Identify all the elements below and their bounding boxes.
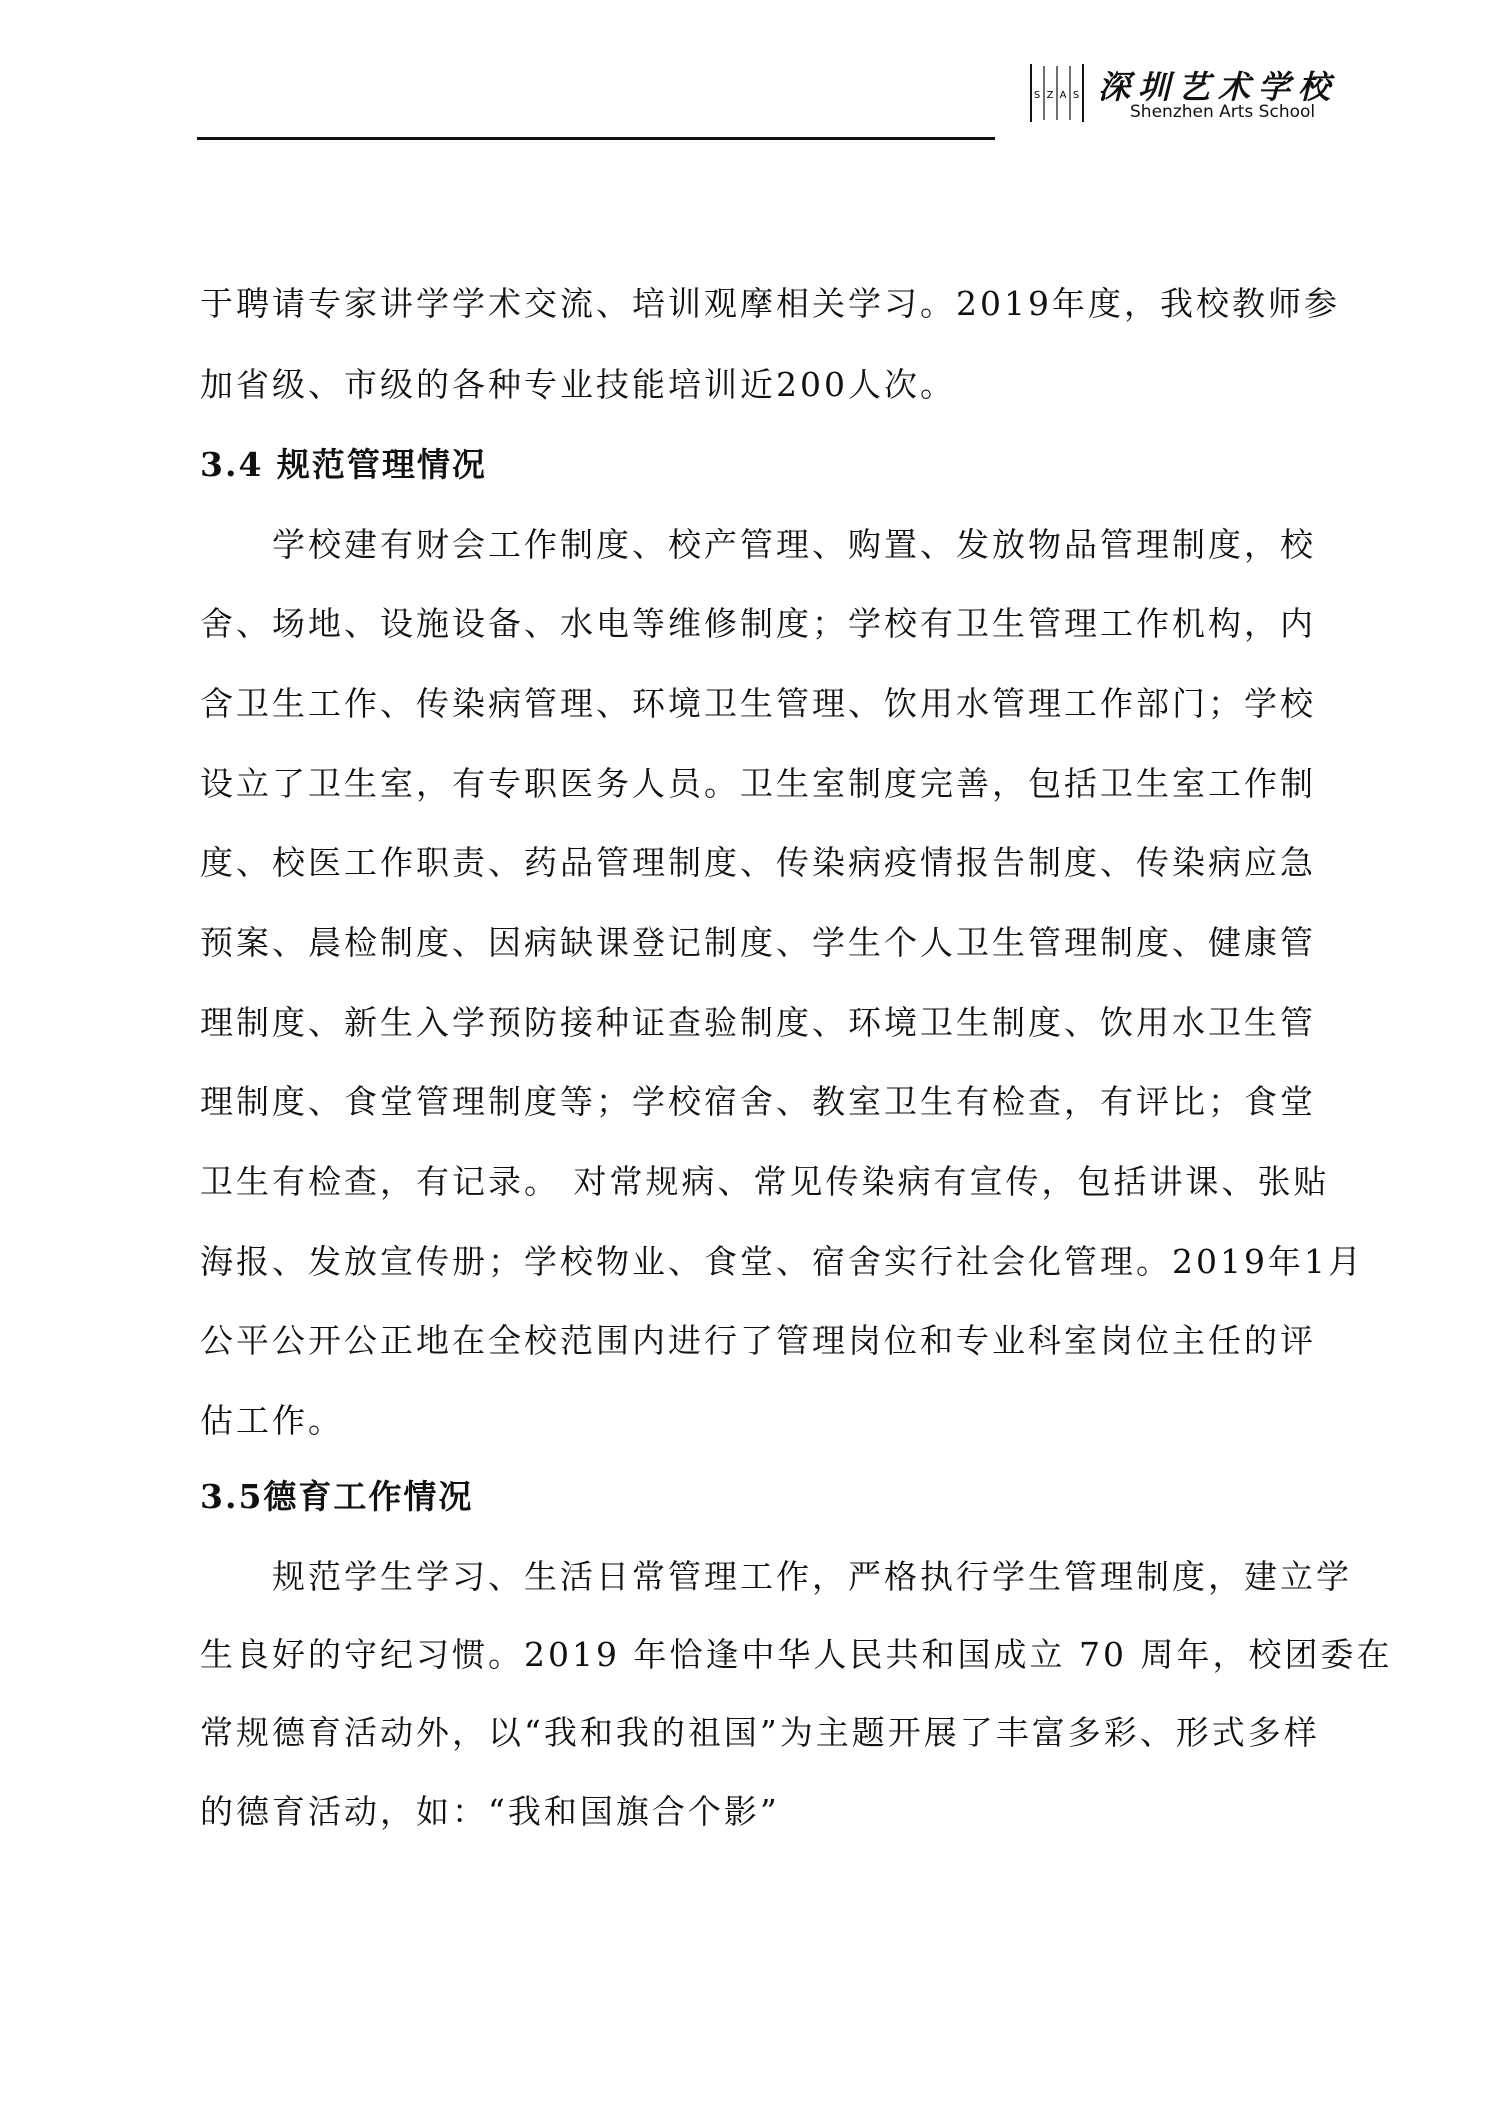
paragraph-line: 公平公开公正地在全校范围内进行了管理岗位和专业科室岗位主任的评 [200,1321,1316,1360]
paragraph-line: 设立了卫生室，有专职医务人员。卫生室制度完善，包括卫生室工作制 [200,764,1316,803]
paragraph-line: 度、校医工作职责、药品管理制度、传染病疫情报告制度、传染病应急 [200,843,1316,882]
paragraph-line: 加省级、市级的各种专业技能培训近200人次。 [200,365,956,404]
paragraph-line: 预案、晨检制度、因病缺课登记制度、学生个人卫生管理制度、健康管 [200,923,1316,962]
paragraph-line: 估工作。 [200,1401,344,1440]
paragraph-line: 学校建有财会工作制度、校产管理、购置、发放物品管理制度，校 [200,525,1316,564]
logo-letter: S [1033,90,1041,101]
logo-letter: S [1072,90,1080,101]
paragraph-line: 于聘请专家讲学学术交流、培训观摩相关学习。2019年度，我校教师参 [200,284,1340,323]
paragraph-line: 理制度、食堂管理制度等；学校宿舍、教室卫生有检查，有评比；食堂 [200,1082,1316,1121]
paragraph-line: 卫生有检查，有记录。 对常规病、常见传染病有宣传，包括讲课、张贴 [200,1162,1330,1201]
section-heading-3-5: 3.5德育工作情况 [200,1477,474,1516]
logo-english-name: Shenzhen Arts School [1130,102,1316,122]
paragraph-line: 理制度、新生入学预防接种证查验制度、环境卫生制度、饮用水卫生管 [200,1003,1316,1042]
header-divider [197,137,995,140]
paragraph-line: 海报、发放宣传册；学校物业、食堂、宿舍实行社会化管理。2019年1月 [200,1242,1364,1281]
paragraph-line: 的德育活动，如：“我和国旗合个影” [200,1792,780,1831]
szas-logo-mark-icon [1028,62,1086,124]
logo-chinese-name: 深圳艺术学校 [1098,68,1339,106]
paragraph-line: 含卫生工作、传染病管理、环境卫生管理、饮用水管理工作部门；学校 [200,684,1316,723]
logo-letter: A [1059,90,1067,101]
section-heading-3-4: 3.4 规范管理情况 [200,445,487,484]
logo-letter: Z [1046,90,1054,101]
paragraph-line: 规范学生学习、生活日常管理工作，严格执行学生管理制度，建立学 [200,1557,1352,1596]
paragraph-line: 常规德育活动外，以“我和我的祖国”为主题开展了丰富多彩、形式多样 [200,1713,1320,1752]
school-logo [1028,60,1339,130]
paragraph-line: 舍、场地、设施设备、水电等维修制度；学校有卫生管理工作机构，内 [200,604,1316,643]
paragraph-line: 生良好的守纪习惯。2019 年恰逢中华人民共和国成立 70 周年，校团委在 [200,1635,1393,1674]
